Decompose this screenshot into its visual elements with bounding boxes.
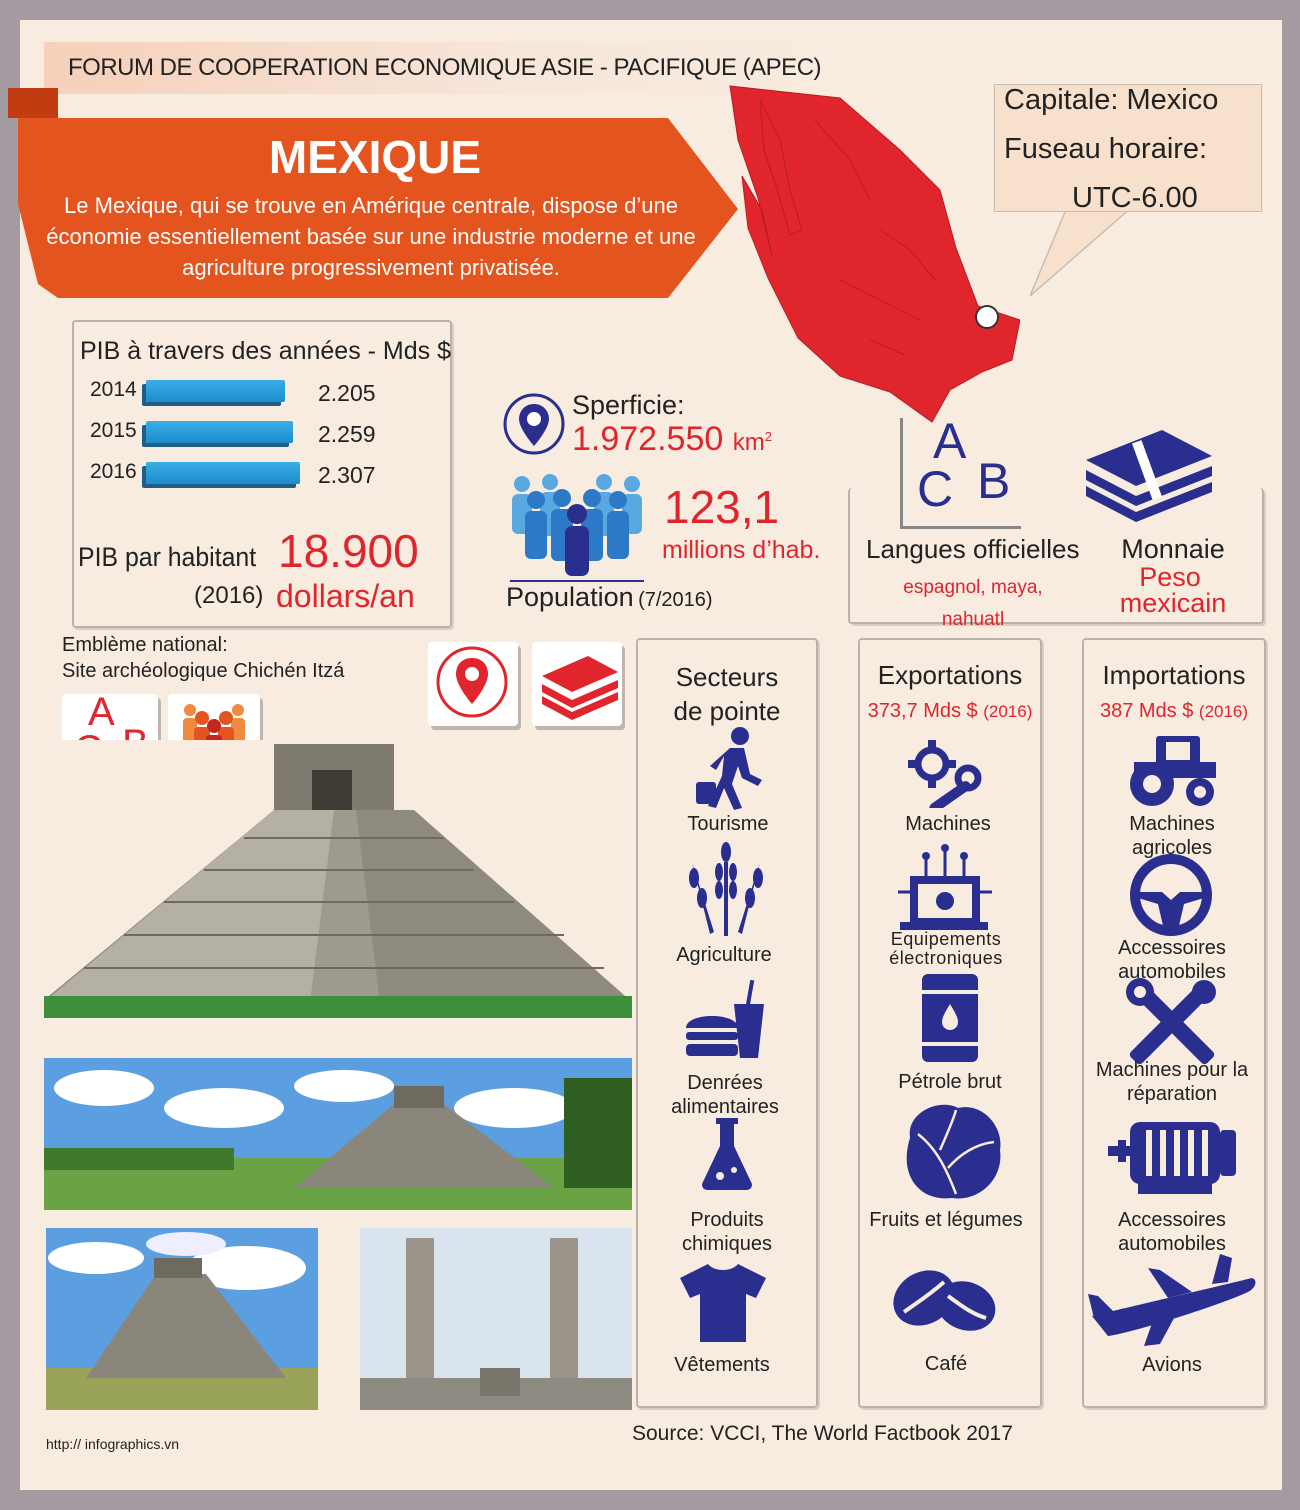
sector-item-4-label: Produits chimiques [681, 1209, 773, 1255]
languages-label: Langues officielles [866, 534, 1080, 564]
airplane-icon [1088, 1254, 1258, 1348]
gdp-per-capita-year: (2016) [194, 582, 264, 609]
wheat-icon [682, 842, 770, 936]
gdp-value-label: 2.307 [318, 462, 376, 488]
tshirt-icon [680, 1262, 766, 1342]
oil-barrel-icon [918, 972, 982, 1064]
pin-tile-icon [428, 642, 518, 726]
website-link[interactable]: http:// infographics.vn [46, 1436, 180, 1452]
population-value: 123,1 [664, 481, 780, 533]
import-item-3-label: Machines pour la réparation [1095, 1059, 1249, 1105]
import-item-1-label: Machines agricoles [1129, 813, 1215, 859]
flask-icon [700, 1118, 754, 1190]
import-item-5-label: Avions [1142, 1354, 1202, 1376]
mexico-city-marker [970, 300, 1004, 334]
exports-year: (2016) [983, 702, 1033, 721]
population-label: Population [506, 582, 634, 612]
population-unit: millions d’hab. [662, 536, 821, 564]
imports-value: 387 Mds $ [1099, 700, 1194, 722]
gdp-year-label: 2015 [90, 419, 137, 442]
area-unit-sup: 2 [764, 429, 772, 444]
gdp-year-label: 2014 [90, 378, 137, 401]
gears-icon [906, 738, 990, 808]
export-item-4-label: Fruits et légumes [869, 1209, 1023, 1231]
money-tile-icon [532, 642, 622, 726]
location-pin-icon [502, 392, 566, 456]
currency-value-1: Peso [1139, 562, 1201, 592]
pyramid-photo-small [46, 1228, 318, 1410]
gdp-title: PIB à travers des années - Mds $ [80, 337, 452, 365]
area-value [572, 420, 772, 459]
sector-item-2-label: Agriculture [676, 944, 772, 966]
population-crowd-icon [504, 470, 650, 584]
gdp-per-capita-label: PIB par habitant [78, 542, 257, 572]
tractor-icon [1126, 732, 1216, 808]
gdp-value-label: 2.259 [318, 421, 376, 447]
population-label-row [506, 582, 713, 613]
imports-year: (2016) [1198, 702, 1249, 721]
currency-label: Monnaie [1121, 534, 1225, 564]
imports-title: Importations [1102, 660, 1246, 690]
emblem-line-2: Site archéologique Chichén Itzá [62, 660, 345, 682]
money-stack-icon [1082, 420, 1216, 524]
banner-description: Le Mexique, qui se trouve en Amérique centrale, dispose d’une économie essentiellement basée sur une industrie moderne et une agriculture progressivement privatisée. [46, 193, 696, 280]
banner-title: MEXIQUE [268, 131, 482, 183]
pyramid-photo-panorama [44, 1058, 632, 1210]
export-item-2-label: Equipements électroniques [889, 929, 1003, 968]
serpent-columns-photo [360, 1228, 632, 1410]
area-label: Sperficie: [572, 390, 685, 420]
tools-icon [1124, 976, 1220, 1068]
cabbage-icon [896, 1098, 1006, 1202]
pyramid-photo-main [44, 740, 632, 1018]
currency-value-2: mexicain [1119, 588, 1227, 618]
import-item-4-label: Accessoires automobiles [1118, 1209, 1226, 1255]
languages-values: espagnol, maya, nahuatl [903, 577, 1043, 630]
exports-value: 373,7 Mds $ [867, 700, 978, 722]
gdp-per-capita-unit: dollars/an [276, 578, 415, 614]
gdp-bar [146, 380, 285, 402]
sectors-title-1: Secteurs [675, 662, 779, 692]
export-item-3-label: Pétrole brut [898, 1071, 1002, 1093]
exports-value-row [858, 700, 1042, 723]
timezone-value: UTC-6.00 [1072, 182, 1198, 214]
emblem-line-1: Emblème national: [62, 634, 228, 656]
tourist-icon [692, 726, 766, 810]
population-date: (7/2016) [638, 589, 713, 611]
sectors-title-2: de pointe [673, 696, 781, 726]
abc-tile-icon: A [62, 694, 158, 780]
area-unit: km [732, 429, 765, 456]
callout-pointer [1030, 200, 1150, 300]
gdp-year-label: 2016 [90, 460, 137, 483]
gdp-value-label: 2.205 [318, 380, 376, 406]
mexico-map [720, 80, 1020, 425]
source-note: Source: VCCI, The World Factbook 2017 [632, 1422, 1013, 1445]
motor-icon [1108, 1116, 1238, 1196]
export-item-1-label: Machines [905, 813, 991, 835]
exports-title: Exportations [877, 660, 1023, 690]
gdp-bar [146, 462, 300, 484]
food-icon [684, 978, 770, 1060]
area-number: 1.972.550 [572, 420, 724, 458]
circuit-icon [896, 842, 996, 934]
timezone-label: Fuseau horaire: [1004, 133, 1208, 165]
sector-item-1-label: Tourisme [687, 813, 769, 835]
forum-title: FORUM DE COOPERATION ECONOMIQUE ASIE - PACIFIQUE (APEC) [68, 54, 822, 81]
imports-value-row [1082, 700, 1266, 723]
steering-wheel-icon [1126, 854, 1216, 936]
sector-item-3-label: Denrées alimentaires [671, 1072, 779, 1118]
capital-text: Capitale: Mexico [1004, 84, 1219, 116]
abc-letters-icon: A C B [900, 418, 1021, 529]
coffee-bean-icon [888, 1262, 998, 1338]
gdp-per-capita-value: 18.900 [278, 525, 419, 577]
gdp-bar [146, 421, 293, 443]
sector-item-5-label: Vêtements [674, 1354, 770, 1376]
export-item-5-label: Café [924, 1353, 968, 1375]
import-item-2-label: Accessoires automobiles [1118, 937, 1226, 983]
